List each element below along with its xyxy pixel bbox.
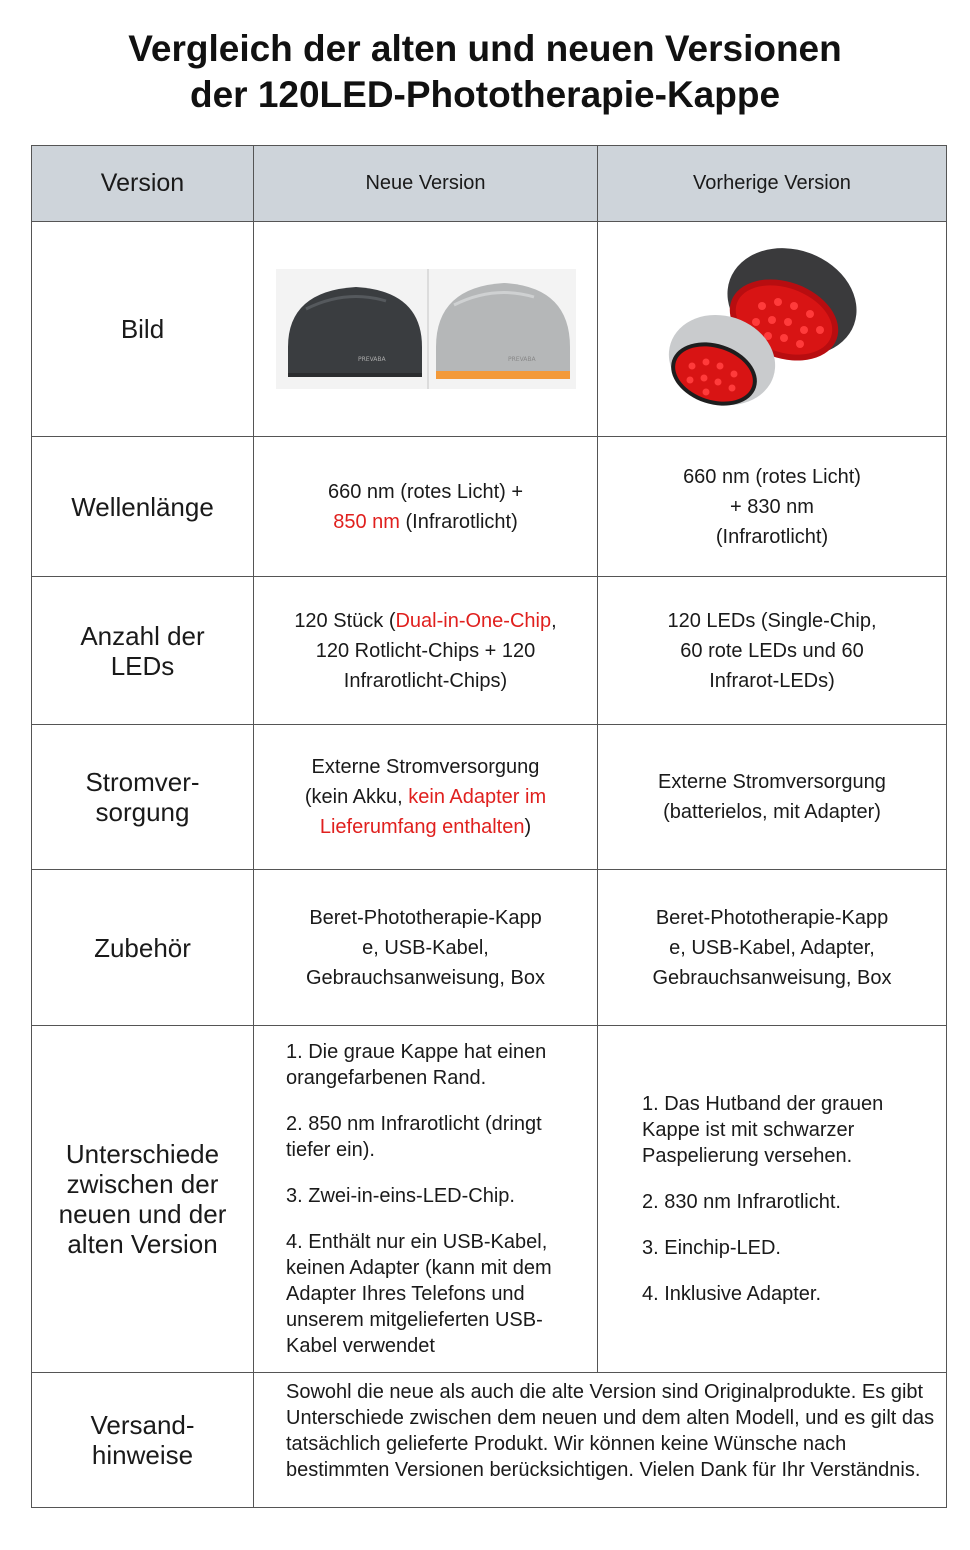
new-led-count: 120 Stück (Dual-in-One-Chip, 120 Rotlicht-Chips + 120 Infrarotlicht-Chips) [254, 577, 598, 725]
list-item: 2. 830 nm Infrarotlicht. [642, 1191, 841, 1213]
new-power: Externe Stromversorgung (kein Akku, kein Adapter im Lieferumfang enthalten) [254, 725, 598, 870]
old-version-image [598, 222, 947, 437]
row-label-power: Stromver- sorgung [32, 725, 254, 870]
row-shipping [32, 1373, 947, 1508]
old-led-count: 120 LEDs (Single-Chip, 60 rote LEDs und 60 Infrarot-LEDs) [598, 577, 947, 725]
header-version: Version [32, 146, 254, 222]
new-caps-image [276, 269, 576, 389]
highlight-dual-chip: Dual-in-One-Chip [395, 609, 552, 632]
header-row [32, 146, 947, 222]
header-new-version: Neue Version [254, 146, 598, 222]
new-differences-list [254, 1026, 598, 1373]
page-title: Vergleich der alten und neuen Versionen der 120LED-Phototherapie-Kappe [128, 28, 842, 115]
row-label-wavelength: Wellenlänge [32, 437, 254, 577]
row-label-accessories: Zubehör [32, 870, 254, 1026]
brand-logo-text-2: PREVABA [507, 356, 536, 363]
row-label-shipping: Versand- hinweise [32, 1373, 254, 1508]
row-label-led-count: Anzahl der LEDs [32, 577, 254, 725]
list-item: 1. Die graue Kappe hat einen orangefarbenen Rand. [286, 1041, 547, 1089]
row-led-count [32, 577, 947, 725]
list-item: 3. Einchip-LED. [642, 1237, 781, 1259]
old-wavelength: 660 nm (rotes Licht) + 830 nm (Infrarotlicht) [598, 437, 947, 577]
row-label-differences: Unterschiede zwischen der neuen und der alten Version [32, 1026, 254, 1373]
old-differences-list [598, 1026, 947, 1373]
highlight-no-adapter: kein Adapter im [408, 786, 547, 808]
old-accessories: Beret-Phototherapie-Kapp e, USB-Kabel, Adapter, Gebrauchsanweisung, Box [598, 870, 947, 1026]
row-wavelength [32, 437, 947, 577]
row-label-image: Bild [32, 222, 254, 437]
row-power [32, 725, 947, 870]
list-item: 2. 850 nm Infrarotlicht (dringt tiefer ein). [286, 1113, 542, 1161]
list-item: 1. Das Hutband der grauen Kappe ist mit schwarzer Paspelierung versehen. [642, 1093, 884, 1167]
old-caps-image [662, 244, 882, 414]
new-version-image [254, 222, 598, 437]
header-old-version: Vorherige Version [598, 146, 947, 222]
list-item: 4. Inklusive Adapter. [642, 1283, 822, 1305]
shipping-note: Sowohl die neue als auch die alte Version sind Originalprodukte. Es gibt Unterschiede zwischen dem neuen und dem alten Modell, und es gilt das tatsächlich gelieferte Produkt. Wir können keine Wünsche nach bestimmten Versionen berücksichtigen. Vielen Dank für Ihr Verständnis. [254, 1373, 947, 1508]
old-power: Externe Stromversorgung (batterielos, mit Adapter) [598, 725, 947, 870]
new-accessories: Beret-Phototherapie-Kapp e, USB-Kabel, Gebrauchsanweisung, Box [254, 870, 598, 1026]
comparison-table [31, 145, 947, 1508]
list-item: 4. Enthält nur ein USB-Kabel, keinen Adapter (kann mit dem Adapter Ihres Telefons und unserem mitgelieferten USB-Kabel verwendet [286, 1231, 552, 1357]
brand-logo-text: PREVABA [357, 356, 386, 363]
list-item: 3. Zwei-in-eins-LED-Chip. [286, 1185, 515, 1207]
row-accessories [32, 870, 947, 1026]
highlight-850nm: 850 nm [333, 510, 400, 533]
new-wavelength: 660 nm (rotes Licht) + 850 nm (Infrarotlicht) [254, 437, 598, 577]
row-differences [32, 1026, 947, 1373]
row-image [32, 222, 947, 437]
